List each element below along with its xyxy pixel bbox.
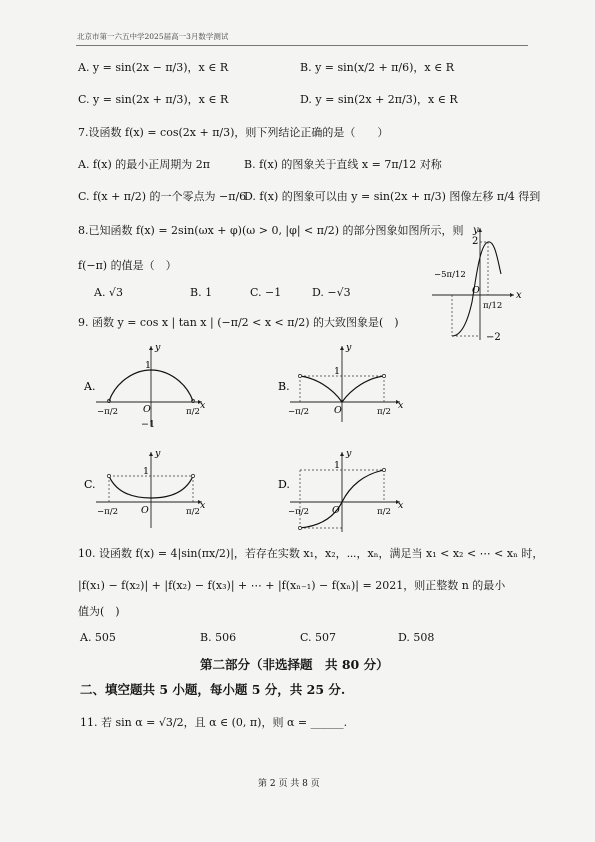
header-rule bbox=[76, 45, 528, 46]
q9b-y-arrow bbox=[340, 346, 344, 350]
q9-graph-a bbox=[82, 338, 212, 434]
q9b-x-label: x bbox=[398, 400, 404, 411]
q9-graph-b bbox=[276, 338, 406, 434]
q9b-curve-right bbox=[342, 376, 384, 402]
q8-y-label: y bbox=[473, 225, 479, 236]
q8-max-label: 2 bbox=[472, 236, 479, 247]
q8-graph bbox=[430, 222, 530, 344]
q9-graph-c bbox=[82, 448, 212, 538]
q9d-right-endpoint bbox=[382, 468, 385, 471]
q9a-left-tick-label: −π/2 bbox=[97, 407, 118, 417]
q9d-left-tick-label: −π/2 bbox=[288, 507, 309, 517]
q9b-option-label: B. bbox=[278, 380, 290, 393]
q10-line-1: 10. 设函数 f(x) = 4|sin(πx/2)|，若存在实数 x₁，x₂，⋯，xₙ，满足当 x₁ < x₂ < ⋯ < xₙ 时， bbox=[78, 547, 544, 560]
q8-x-arrow bbox=[510, 293, 514, 297]
q9a-neg-one-label: −1 bbox=[141, 419, 156, 430]
q9b-origin-label: O bbox=[334, 405, 342, 416]
q8-min-label: −2 bbox=[486, 332, 501, 343]
q9d-y-arrow bbox=[340, 452, 344, 456]
q8-stem: 8.已知函数 f(x) = 2sin(ωx + φ)(ω > 0, |φ| < π/2) 的部分图象如图所示，则 bbox=[78, 224, 464, 237]
q10-line-2: |f(x₁) − f(x₂)| + |f(x₂) − f(x₃)| + ⋯ + |f(xₙ₋₁) − f(xₙ)| = 2021，则正整数 n 的最小 bbox=[78, 579, 506, 592]
q6-option-c: C. y = sin(2x + π/3)，x ∈ R bbox=[78, 93, 229, 106]
page-header: 北京市第一六五中学2025届高一3月数学测试 bbox=[77, 32, 229, 41]
q9b-curve-left bbox=[300, 376, 342, 402]
q7-stem: 7.设函数 f(x) = cos(2x + π/3)，则下列结论正确的是（ ） bbox=[78, 126, 389, 139]
q9c-y-label: y bbox=[155, 448, 161, 459]
q10-option-d: D. 508 bbox=[398, 631, 435, 644]
q9c-origin-label: O bbox=[141, 505, 149, 516]
q7-option-b: B. f(x) 的图象关于直线 x = 7π/12 对称 bbox=[244, 158, 442, 171]
q6-option-d: D. y = sin(2x + 2π/3)，x ∈ R bbox=[300, 93, 458, 106]
q6-option-b: B. y = sin(x/2 + π/6)，x ∈ R bbox=[300, 61, 455, 74]
q9d-right-tick-label: π/2 bbox=[377, 507, 391, 517]
q8-stem-2: f(−π) 的值是（ ） bbox=[78, 259, 177, 272]
q9a-option-label: A. bbox=[84, 380, 96, 393]
q9b-left-tick-label: −π/2 bbox=[288, 407, 309, 417]
q10-option-b: B. 506 bbox=[200, 631, 237, 644]
q9b-right-tick-label: π/2 bbox=[377, 407, 391, 417]
q9c-x-label: x bbox=[200, 500, 206, 511]
q8-right-tick-label: π/12 bbox=[483, 301, 503, 311]
q9-stem: 9. 函数 y = cos x | tan x | (−π/2 < x < π/2) 的大致图象是( ) bbox=[78, 316, 399, 329]
q9a-right-tick-label: π/2 bbox=[186, 407, 200, 417]
q9d-y-label: y bbox=[346, 448, 352, 459]
q9d-one-label: 1 bbox=[334, 460, 341, 471]
q10-line-3: 值为( ) bbox=[78, 605, 120, 618]
part-two-title: 第二部分（非选择题 共 80 分） bbox=[200, 657, 389, 672]
q9c-y-arrow bbox=[149, 452, 153, 456]
q7-option-a: A. f(x) 的最小正周期为 2π bbox=[78, 158, 211, 171]
q9c-left-endpoint bbox=[107, 474, 110, 477]
q9a-y-arrow bbox=[149, 346, 153, 350]
q9b-left-endpoint bbox=[298, 374, 301, 377]
q9a-x-label: x bbox=[200, 400, 206, 411]
q7-option-c: C. f(x + π/2) 的一个零点为 −π/6 bbox=[78, 190, 247, 203]
q9d-left-endpoint bbox=[298, 526, 301, 529]
q9a-one-label: 1 bbox=[145, 360, 152, 371]
q8-x-label: x bbox=[516, 290, 522, 301]
q8-origin-label: O bbox=[472, 285, 480, 296]
q9c-option-label: C. bbox=[84, 478, 96, 491]
q9c-right-tick-label: π/2 bbox=[186, 507, 200, 517]
q9d-x-label: x bbox=[398, 500, 404, 511]
q9-graph-d bbox=[276, 448, 406, 538]
q9a-origin-label: O bbox=[143, 404, 151, 415]
q9c-left-tick-label: −π/2 bbox=[97, 507, 118, 517]
q7-option-d: D. f(x) 的图象可以由 y = sin(2x + π/3) 图像左移 π/4 得到 bbox=[244, 190, 541, 203]
q11-stem: 11. 若 sin α = √3/2，且 α ∈ (0, π)，则 α = ______. bbox=[80, 716, 348, 729]
q9b-right-endpoint bbox=[382, 374, 385, 377]
q8-option-d: D. −√3 bbox=[312, 286, 351, 299]
q8-option-a: A. √3 bbox=[94, 286, 123, 299]
q8-left-tick-label: −5π/12 bbox=[434, 270, 466, 280]
q8-option-c: C. −1 bbox=[250, 286, 282, 299]
q9b-one-label: 1 bbox=[334, 366, 341, 377]
section-two-title: 二、填空题共 5 小题，每小题 5 分，共 25 分. bbox=[80, 682, 346, 697]
q9c-one-label: 1 bbox=[143, 466, 150, 477]
page-footer: 第 2 页 共 8 页 bbox=[258, 779, 320, 789]
q9c-right-endpoint bbox=[191, 474, 194, 477]
q9a-y-label: y bbox=[155, 342, 161, 353]
q6-option-a: A. y = sin(2x − π/3)，x ∈ R bbox=[78, 61, 229, 74]
q9b-y-label: y bbox=[346, 342, 352, 353]
q10-option-c: C. 507 bbox=[300, 631, 337, 644]
q8-option-b: B. 1 bbox=[190, 286, 213, 299]
q9d-option-label: D. bbox=[278, 478, 290, 491]
q9d-origin-label: O bbox=[332, 505, 340, 516]
q10-option-a: A. 505 bbox=[80, 631, 116, 644]
